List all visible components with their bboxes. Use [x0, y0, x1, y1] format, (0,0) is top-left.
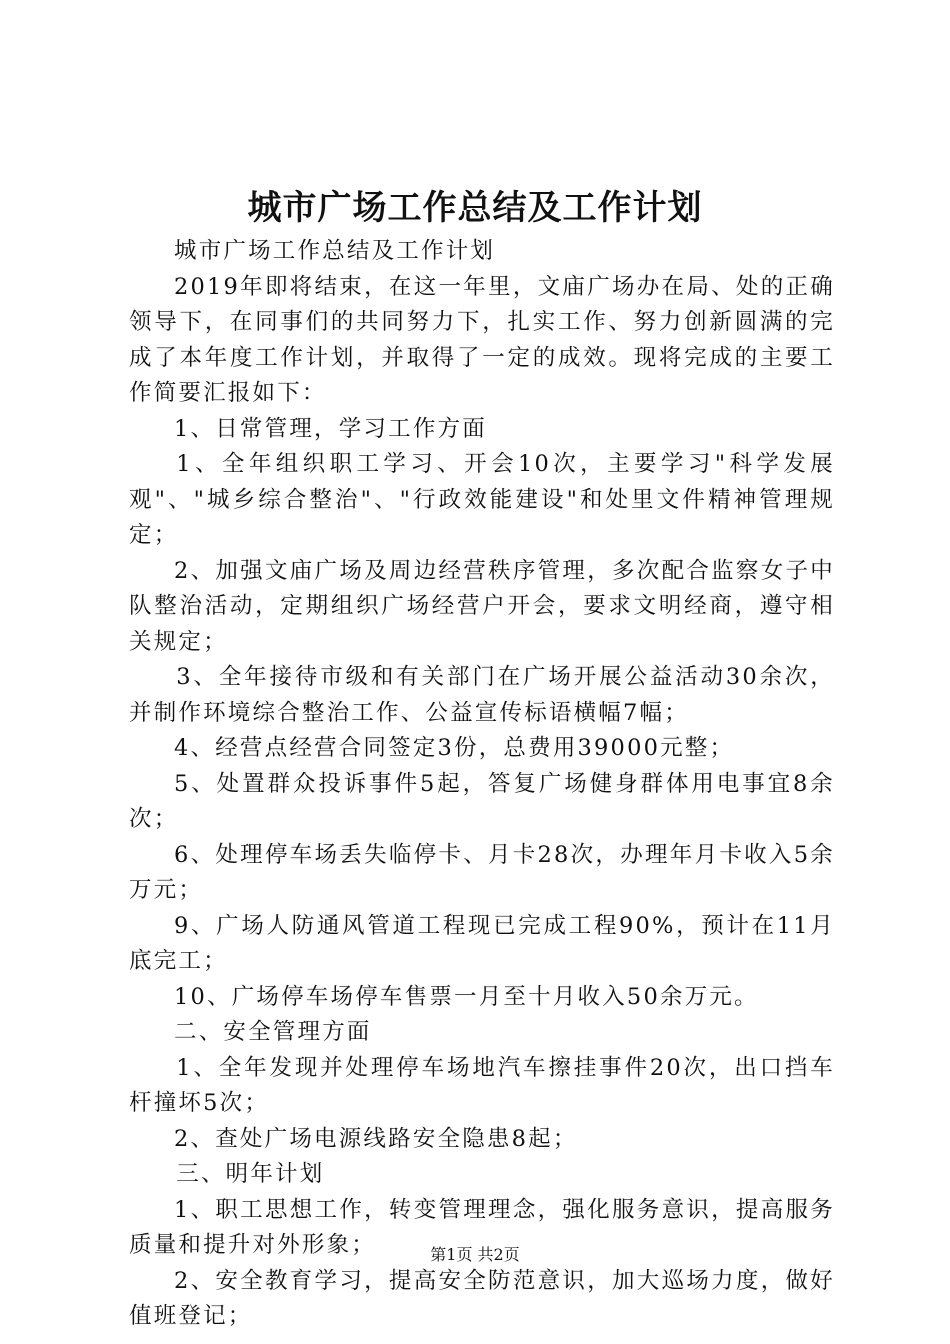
paragraph-item: 9、广场人防通风管道工程现已完成工程90%，预计在11月底完工； [129, 912, 835, 974]
paragraph-item: 2、安全教育学习，提高安全防范意识，加大巡场力度，做好值班登记； [129, 1267, 835, 1329]
paragraph-item: 10、广场停车场停车售票一月至十月收入50余万元。 [174, 983, 759, 1010]
paragraph-item: 1、职工思想工作，转变管理理念，强化服务意识，提高服务质量和提升对外形象； [129, 1196, 835, 1258]
section-heading-safety: 二、安全管理方面 [174, 1019, 372, 1045]
section-heading-next-year-plan: 三、明年计划 [176, 1161, 325, 1187]
paragraph-item: 3、全年接待市级和有关部门在广场开展公益活动30余次，并制作环境综合整治工作、公益宣传标语横幅7幅； [129, 664, 835, 726]
document-title: 城市广场工作总结及工作计划 [247, 188, 703, 228]
section-heading-daily-management: 1、日常管理，学习工作方面 [174, 415, 487, 442]
paragraph-item: 1、全年发现并处理停车场地汽车擦挂事件20次，出口挡车杆撞坏5次； [129, 1054, 835, 1116]
paragraph-item: 6、处理停车场丢失临停卡、月卡28次，办理年月卡收入5余万元； [129, 841, 835, 903]
paragraph-intro: 2019年即将结束，在这一年里，文庙广场办在局、处的正确领导下，在同事们的共同努力下，扎实工作、努力创新圆满的完成了本年度工作计划，并取得了一定的成效。现将完成的主要工作简要汇报如下： [129, 273, 835, 406]
paragraph-item: 2、查处广场电源线路安全隐患8起； [174, 1125, 578, 1152]
paragraph-item: 1、全年组织职工学习、开会10次，主要学习"科学发展观"、"城乡综合整治"、"行政效能建设"和处里文件精神管理规定； [129, 451, 835, 548]
paragraph-subtitle: 城市广场工作总结及工作计划 [174, 238, 496, 264]
document-body [129, 234, 835, 1335]
page-number-footer: 第1页 共2页 [430, 1245, 520, 1264]
paragraph-item: 4、经营点经营合同签定3份，总费用39000元整； [174, 735, 735, 761]
paragraph-item: 5、处置群众投诉事件5起，答复广场健身群体用电事宜8余次； [129, 770, 835, 832]
paragraph-item: 2、加强文庙广场及周边经营秩序管理，多次配合监察女子中队整治活动，定期组织广场经营户开会，要求文明经商，遵守相关规定； [129, 557, 835, 655]
